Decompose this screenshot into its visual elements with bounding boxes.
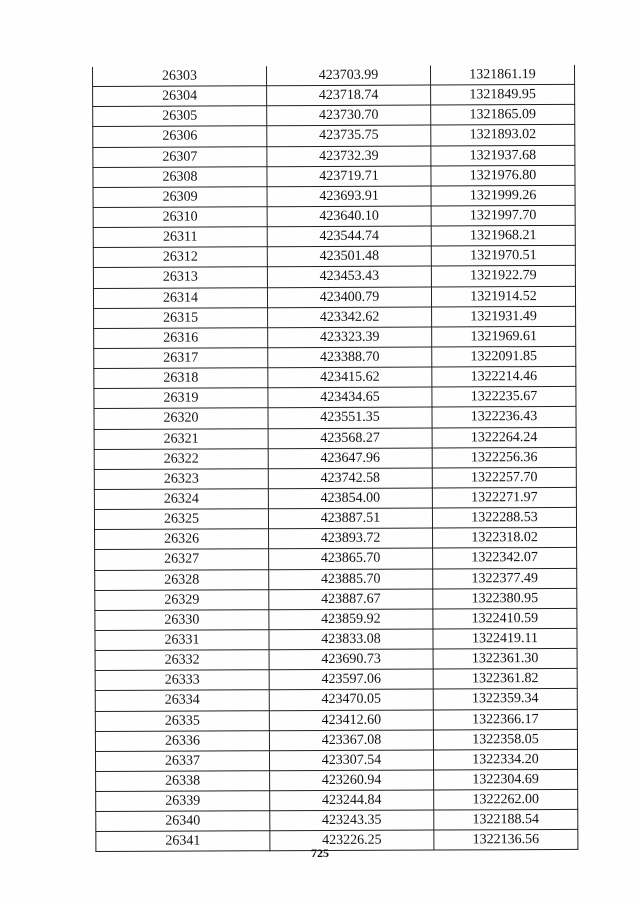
- y-coordinate-cell: 1321922.79: [431, 266, 575, 287]
- point-id-cell: 26332: [95, 650, 269, 671]
- y-coordinate-cell: 1322288.53: [432, 507, 576, 528]
- y-coordinate-cell: 1321849.95: [431, 85, 575, 106]
- x-coordinate-cell: 423833.08: [269, 629, 433, 650]
- x-coordinate-cell: 423730.70: [267, 105, 431, 126]
- point-id-cell: 26319: [94, 388, 268, 409]
- point-id-cell: 26328: [95, 569, 269, 590]
- table-row: [93, 105, 575, 127]
- y-coordinate-cell: 1322410.59: [433, 608, 577, 629]
- y-coordinate-cell: 1321861.19: [430, 65, 574, 85]
- table-row: [95, 568, 577, 590]
- table-row: [95, 709, 577, 731]
- y-coordinate-cell: 1322342.07: [433, 548, 577, 569]
- y-coordinate-cell: 1322136.56: [434, 830, 578, 851]
- table-row: [95, 608, 577, 630]
- point-id-cell: 26311: [93, 227, 267, 248]
- table-row: [94, 487, 576, 509]
- x-coordinate-cell: 423400.79: [267, 287, 431, 308]
- point-id-cell: 26324: [94, 489, 268, 510]
- table-row: [93, 205, 575, 227]
- y-coordinate-cell: 1321893.02: [431, 125, 575, 146]
- point-id-cell: 26307: [93, 146, 267, 167]
- x-coordinate-cell: 423551.35: [268, 407, 432, 428]
- point-id-cell: 26303: [92, 66, 266, 86]
- x-coordinate-cell: 423412.60: [269, 710, 433, 731]
- table-row: [95, 648, 577, 670]
- table-row: [95, 749, 577, 771]
- point-id-cell: 26339: [96, 791, 270, 812]
- table-row: [94, 467, 576, 489]
- table-row: [93, 125, 575, 147]
- y-coordinate-cell: 1322257.70: [432, 467, 576, 488]
- point-id-cell: 26317: [94, 348, 268, 369]
- y-coordinate-cell: 1322091.85: [432, 346, 576, 367]
- x-coordinate-cell: 423597.06: [269, 669, 433, 690]
- x-coordinate-cell: 423388.70: [268, 347, 432, 368]
- y-coordinate-cell: 1322262.00: [434, 789, 578, 810]
- y-coordinate-cell: 1321931.49: [432, 306, 576, 327]
- table-row: [96, 810, 578, 832]
- table-row: [93, 185, 575, 207]
- x-coordinate-cell: 423893.72: [269, 528, 433, 549]
- point-id-cell: 26315: [94, 307, 268, 328]
- y-coordinate-cell: 1322419.11: [433, 628, 577, 649]
- table-row: [94, 447, 576, 469]
- y-coordinate-cell: 1322334.20: [433, 749, 577, 770]
- y-coordinate-cell: 1321865.09: [431, 105, 575, 126]
- y-coordinate-cell: 1321969.61: [432, 326, 576, 347]
- y-coordinate-cell: 1321968.21: [431, 226, 575, 247]
- point-id-cell: 26327: [95, 549, 269, 570]
- table-row: [94, 507, 576, 529]
- x-coordinate-cell: 423434.65: [268, 387, 432, 408]
- x-coordinate-cell: 423703.99: [266, 66, 430, 86]
- y-coordinate-cell: 1322235.67: [432, 387, 576, 408]
- point-id-cell: 26336: [95, 730, 269, 751]
- point-id-cell: 26305: [93, 106, 267, 127]
- x-coordinate-cell: 423568.27: [268, 428, 432, 449]
- x-coordinate-cell: 423244.84: [270, 790, 434, 811]
- page-number: 725: [311, 846, 329, 860]
- x-coordinate-cell: 423260.94: [270, 770, 434, 791]
- point-id-cell: 26326: [95, 529, 269, 550]
- x-coordinate-cell: 423307.54: [269, 750, 433, 771]
- y-coordinate-cell: 1322377.49: [433, 568, 577, 589]
- x-coordinate-cell: 423367.08: [269, 730, 433, 751]
- y-coordinate-cell: 1322304.69: [434, 769, 578, 790]
- point-id-cell: 26334: [95, 690, 269, 711]
- point-id-cell: 26314: [93, 287, 267, 308]
- point-id-cell: 26309: [93, 187, 267, 208]
- y-coordinate-cell: 1321999.26: [431, 185, 575, 206]
- x-coordinate-cell: 423718.74: [267, 85, 431, 106]
- table-row: [94, 306, 576, 328]
- y-coordinate-cell: 1322214.46: [432, 367, 576, 388]
- table-row: [93, 266, 575, 288]
- table-row: [94, 407, 576, 429]
- y-coordinate-cell: 1322361.82: [433, 669, 577, 690]
- point-id-cell: 26341: [96, 831, 270, 852]
- y-coordinate-cell: 1321997.70: [431, 205, 575, 226]
- point-id-cell: 26320: [94, 408, 268, 429]
- x-coordinate-cell: 423470.05: [269, 689, 433, 710]
- point-id-cell: 26323: [94, 469, 268, 490]
- x-coordinate-cell: 423647.96: [268, 448, 432, 469]
- coordinate-table-body: [92, 65, 577, 852]
- table-row: [93, 226, 575, 248]
- table-row: [93, 145, 575, 167]
- point-id-cell: 26333: [95, 670, 269, 691]
- x-coordinate-cell: 423887.51: [268, 508, 432, 529]
- y-coordinate-cell: 1322264.24: [432, 427, 576, 448]
- x-coordinate-cell: 423323.39: [268, 327, 432, 348]
- point-id-cell: 26313: [93, 267, 267, 288]
- x-coordinate-cell: 423854.00: [268, 488, 432, 509]
- table-row: [95, 548, 577, 570]
- point-id-cell: 26304: [93, 86, 267, 107]
- x-coordinate-cell: 423690.73: [269, 649, 433, 670]
- table-row: [95, 528, 577, 550]
- x-coordinate-cell: 423640.10: [267, 206, 431, 227]
- x-coordinate-cell: 423719.71: [267, 166, 431, 187]
- point-id-cell: 26306: [93, 126, 267, 147]
- table-row: [93, 286, 575, 308]
- y-coordinate-cell: 1322236.43: [432, 407, 576, 428]
- y-coordinate-cell: 1322366.17: [433, 709, 577, 730]
- point-id-cell: 26337: [95, 751, 269, 772]
- table-row: [94, 387, 576, 409]
- x-coordinate-cell: 423453.43: [267, 266, 431, 287]
- x-coordinate-cell: 423243.35: [270, 810, 434, 831]
- table-row: [95, 588, 577, 610]
- point-id-cell: 26335: [95, 710, 269, 731]
- point-id-cell: 26331: [95, 630, 269, 651]
- y-coordinate-cell: 1321976.80: [431, 165, 575, 186]
- table-row: [94, 346, 576, 368]
- y-coordinate-cell: 1322256.36: [432, 447, 576, 468]
- table-row: [93, 85, 575, 107]
- x-coordinate-cell: 423544.74: [267, 226, 431, 247]
- table-row: [96, 789, 578, 811]
- point-id-cell: 26321: [94, 428, 268, 449]
- table-row: [95, 628, 577, 650]
- point-id-cell: 26325: [94, 509, 268, 530]
- table-row: [95, 689, 577, 711]
- x-coordinate-cell: 423859.92: [269, 609, 433, 630]
- point-id-cell: 26316: [94, 328, 268, 349]
- y-coordinate-cell: 1321914.52: [431, 286, 575, 307]
- point-id-cell: 26329: [95, 589, 269, 610]
- x-coordinate-cell: 423342.62: [268, 307, 432, 328]
- y-coordinate-cell: 1321937.68: [431, 145, 575, 166]
- table-row: [93, 165, 575, 187]
- x-coordinate-cell: 423226.25: [270, 830, 434, 851]
- table-row: [94, 326, 576, 348]
- y-coordinate-cell: 1322318.02: [433, 528, 577, 549]
- coordinate-table: [92, 65, 578, 853]
- x-coordinate-cell: 423415.62: [268, 367, 432, 388]
- table-row: [96, 769, 578, 791]
- y-coordinate-cell: 1322188.54: [434, 810, 578, 831]
- point-id-cell: 26322: [94, 448, 268, 469]
- point-id-cell: 26340: [96, 811, 270, 832]
- table-row: [94, 367, 576, 389]
- y-coordinate-cell: 1322359.34: [433, 689, 577, 710]
- point-id-cell: 26312: [93, 247, 267, 268]
- x-coordinate-cell: 423885.70: [269, 569, 433, 590]
- y-coordinate-cell: 1322361.30: [433, 648, 577, 669]
- y-coordinate-cell: 1322271.97: [432, 487, 576, 508]
- y-coordinate-cell: 1322380.95: [433, 588, 577, 609]
- point-id-cell: 26330: [95, 610, 269, 631]
- table-row: [95, 729, 577, 751]
- x-coordinate-cell: 423865.70: [269, 548, 433, 569]
- point-id-cell: 26310: [93, 207, 267, 228]
- x-coordinate-cell: 423742.58: [268, 468, 432, 489]
- point-id-cell: 26338: [96, 771, 270, 792]
- x-coordinate-cell: 423501.48: [267, 246, 431, 267]
- table-row: [93, 246, 575, 268]
- x-coordinate-cell: 423735.75: [267, 125, 431, 146]
- point-id-cell: 26318: [94, 368, 268, 389]
- y-coordinate-cell: 1321970.51: [431, 246, 575, 267]
- x-coordinate-cell: 423693.91: [267, 186, 431, 207]
- table-row: [95, 669, 577, 691]
- table-row: [94, 427, 576, 449]
- x-coordinate-cell: 423732.39: [267, 146, 431, 167]
- point-id-cell: 26308: [93, 166, 267, 187]
- table-row: [92, 65, 574, 87]
- x-coordinate-cell: 423887.67: [269, 589, 433, 610]
- y-coordinate-cell: 1322358.05: [433, 729, 577, 750]
